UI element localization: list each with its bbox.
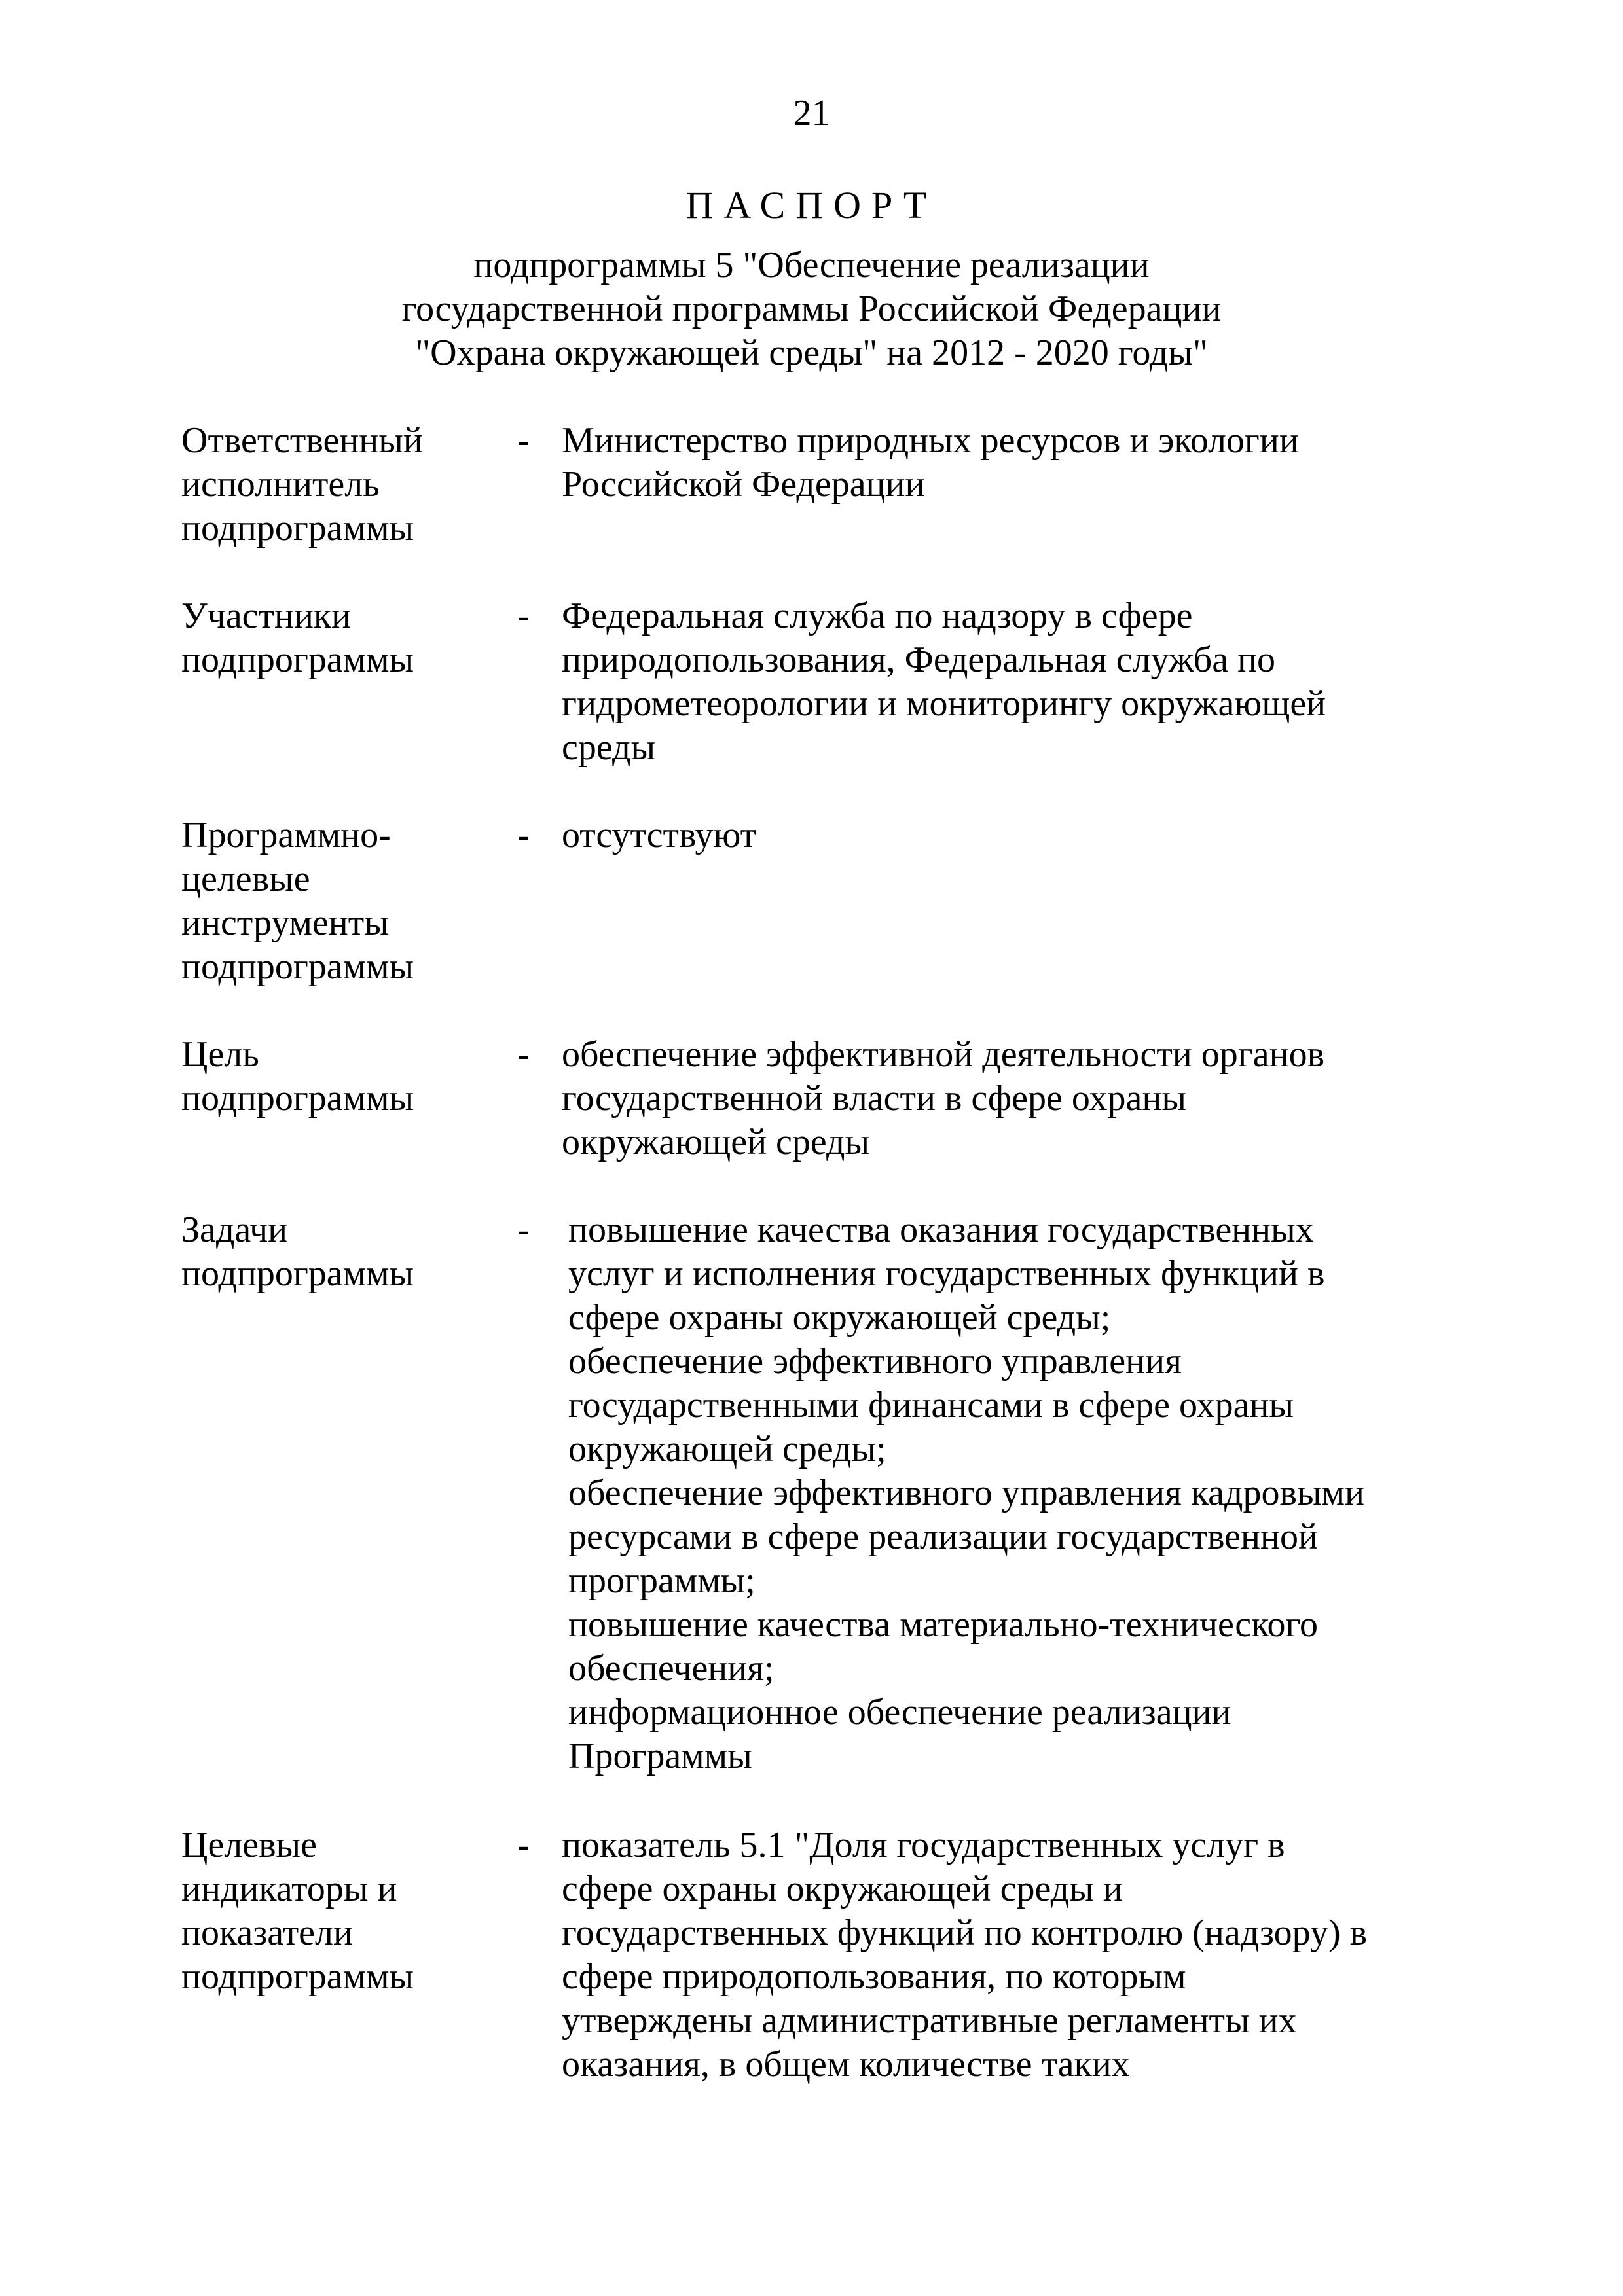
subtitle-line: "Охрана окружающей среды" на 2012 - 2020 годы"	[415, 332, 1208, 373]
row-value	[562, 814, 1478, 857]
label-line: подпрограммы	[181, 1078, 414, 1119]
value-line: окружающей среды;	[568, 1429, 886, 1469]
value-line: утверждены административные регламенты их	[562, 2000, 1297, 2041]
value-line: ресурсами в сфере реализации государственной	[568, 1516, 1318, 1557]
subtitle-line: подпрограммы 5 "Обеспечение реализации	[473, 245, 1150, 285]
value-line: государственными финансами в сфере охраны	[568, 1385, 1294, 1426]
value-line: показатель 5.1 "Доля государственных услуг в	[562, 1825, 1285, 1865]
label-line: показатели	[181, 1912, 353, 1953]
row-value	[562, 594, 1478, 770]
value-line: окружающей среды	[562, 1122, 870, 1162]
value-line: Федеральная служба по надзору в сфере	[562, 596, 1193, 636]
label-line: подпрограммы	[181, 946, 414, 987]
label-line: инструменты	[181, 903, 389, 943]
row-label	[181, 1823, 483, 1999]
row-value	[562, 1823, 1478, 2087]
value-line: обеспечение эффективного управления кадровыми	[568, 1473, 1365, 1513]
row-dash: -	[517, 815, 530, 855]
value-line: Министерство природных ресурсов и экологии	[562, 420, 1299, 461]
value-line: природопользования, Федеральная служба по	[562, 639, 1276, 680]
value-line: информационное обеспечение реализации	[568, 1692, 1231, 1732]
label-line: Задачи	[181, 1210, 288, 1250]
label-line: индикаторы и	[181, 1869, 397, 1909]
row-dash: -	[517, 1825, 530, 1865]
row-value	[562, 1033, 1478, 1164]
value-line: оказания, в общем количестве таких	[562, 2044, 1130, 2085]
value-line: обеспечения;	[568, 1648, 775, 1689]
label-line: подпрограммы	[181, 1253, 414, 1294]
value-line: Программы	[568, 1736, 752, 1776]
label-line: Участники	[181, 596, 352, 636]
value-line: услуг и исполнения государственных функций в	[568, 1253, 1325, 1294]
value-line: сфере охраны окружающей среды и	[562, 1869, 1123, 1909]
label-line: подпрограммы	[181, 508, 414, 548]
label-line: подпрограммы	[181, 1956, 414, 1997]
value-line: обеспечение эффективного управления	[568, 1341, 1182, 1382]
page-title: ПАСПОРТ	[685, 184, 938, 226]
value-line: отсутствуют	[562, 815, 757, 855]
row-value	[562, 419, 1478, 507]
value-line: среды	[562, 727, 656, 768]
value-line: обеспечение эффективной деятельности органов	[562, 1034, 1325, 1075]
row-dash: -	[517, 1034, 530, 1075]
document-subtitle	[0, 243, 1623, 375]
row-dash: -	[517, 420, 530, 461]
subtitle-line: государственной программы Российской Федерации	[401, 289, 1222, 329]
label-line: Цель	[181, 1034, 259, 1075]
value-line: повышение качества оказания государственных	[568, 1210, 1314, 1250]
label-line: Целевые	[181, 1825, 318, 1865]
row-dash: -	[517, 596, 530, 636]
value-line: повышение качества материально-технического	[568, 1604, 1319, 1645]
label-line: целевые	[181, 859, 310, 899]
value-line: государственной власти в сфере охраны	[562, 1078, 1186, 1119]
row-label	[181, 1033, 483, 1121]
value-line: Российской Федерации	[562, 464, 925, 505]
row-label	[181, 419, 483, 550]
row-label	[181, 814, 483, 989]
row-label	[181, 594, 483, 682]
label-line: подпрограммы	[181, 639, 414, 680]
label-line: Программно-	[181, 815, 391, 855]
row-value	[568, 1208, 1485, 1778]
value-line: сфере природопользования, по которым	[562, 1956, 1186, 1997]
value-line: государственных функций по контролю (надзору) в	[562, 1912, 1368, 1953]
label-line: исполнитель	[181, 464, 380, 505]
value-line: гидрометеорологии и мониторингу окружающей	[562, 683, 1326, 724]
value-line: программы;	[568, 1560, 756, 1601]
page-number: 21	[793, 93, 830, 134]
label-line: Ответственный	[181, 420, 423, 461]
row-label	[181, 1208, 483, 1296]
value-line: сфере охраны окружающей среды;	[568, 1297, 1111, 1338]
row-dash: -	[517, 1210, 530, 1250]
